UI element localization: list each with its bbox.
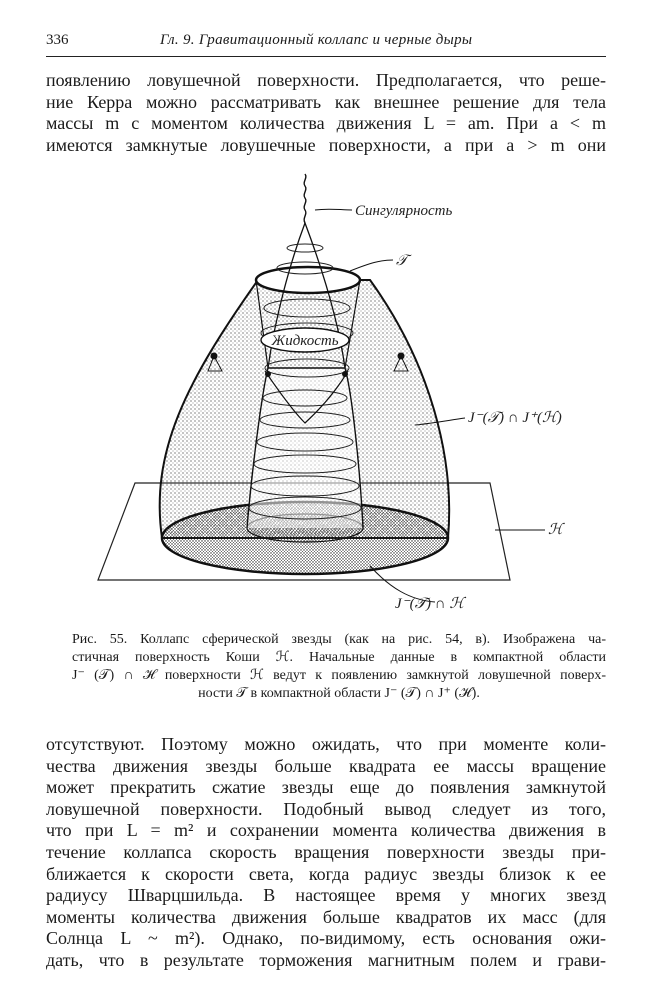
- text-line: ловушечной поверхности. Подобный вывод следует из того,: [46, 798, 606, 819]
- label-fluid: Жидкость: [271, 333, 339, 349]
- text-line: появлению ловушечной поверхности. Предполагается, что реше-: [46, 70, 606, 90]
- text-line: ближается к скорости света, когда радиус звезды близок к ее: [46, 863, 606, 884]
- text-line: может прекратить сжатие звезды еще до появления замкнутой: [46, 777, 606, 798]
- paragraph-top: [46, 70, 606, 156]
- text-line: моменты количества движения больше квадратов их масс (для: [46, 906, 606, 927]
- label-trapped-surface: 𝒯: [396, 253, 408, 269]
- figure-caption: [72, 631, 606, 703]
- paragraph-bottom: [46, 734, 606, 972]
- page-header: [46, 30, 606, 57]
- text-line: радиусу Шварцшильда. В настоящее время у многих звезд: [46, 885, 606, 906]
- text-line: имеются замкнутые ловушечные поверхности, а при a > m они: [46, 134, 606, 155]
- caption-line: Рис. 55. Коллапс сферической звезды (как на рис. 54, в). Изображена ча-: [72, 632, 606, 647]
- text-line: ние Керра можно рассматривать как внешнее решение для тела: [46, 91, 606, 112]
- text-line: дать, что в результате торможения магнитным полем и грави-: [46, 949, 606, 970]
- label-past-region: J⁻(𝒯) ∩ ℋ: [395, 596, 465, 612]
- singularity-line: [304, 174, 306, 223]
- page-number: 336: [46, 32, 69, 48]
- text-line: что при L = m² и сохранении момента количества движения в: [46, 820, 606, 841]
- collapse-diagram: [90, 168, 563, 618]
- star-worldtube: [247, 368, 363, 528]
- running-title: Гл. 9. Гравитационный коллапс и черные дыры: [160, 32, 473, 48]
- text-line: Солнца L ~ m²). Однако, по-видимому, есть основания ожи-: [46, 928, 606, 949]
- caption-line: стичная поверхность Коши ℋ. Начальные данные в компактной области: [72, 650, 606, 665]
- caption-line: ности 𝒯 в компактной области J⁻ (𝒯) ∩ J⁺ (ℋ).: [198, 686, 480, 701]
- caption-line: J⁻ (𝒯) ∩ ℋ поверхности ℋ ведут к появлению замкнутой ловушечной поверх-: [72, 668, 606, 683]
- text-line: массы m с моментом количества движения L = am. При a < m: [46, 113, 606, 134]
- text-line: течение коллапса скорость вращения поверхности звезды при-: [46, 841, 606, 862]
- label-singularity: Сингулярность: [355, 203, 453, 219]
- collapse-figure: [90, 168, 563, 618]
- trapped-surface-ring: [256, 267, 360, 293]
- label-cauchy: ℋ: [548, 522, 563, 538]
- text-line: чества движения звезды больше квадрата ее массы вращение: [46, 755, 606, 776]
- label-past-future: J⁻(𝒯) ∩ J⁺(ℋ): [468, 410, 562, 426]
- text-line: отсутствуют. Поэтому можно ожидать, что при моменте коли-: [46, 734, 606, 754]
